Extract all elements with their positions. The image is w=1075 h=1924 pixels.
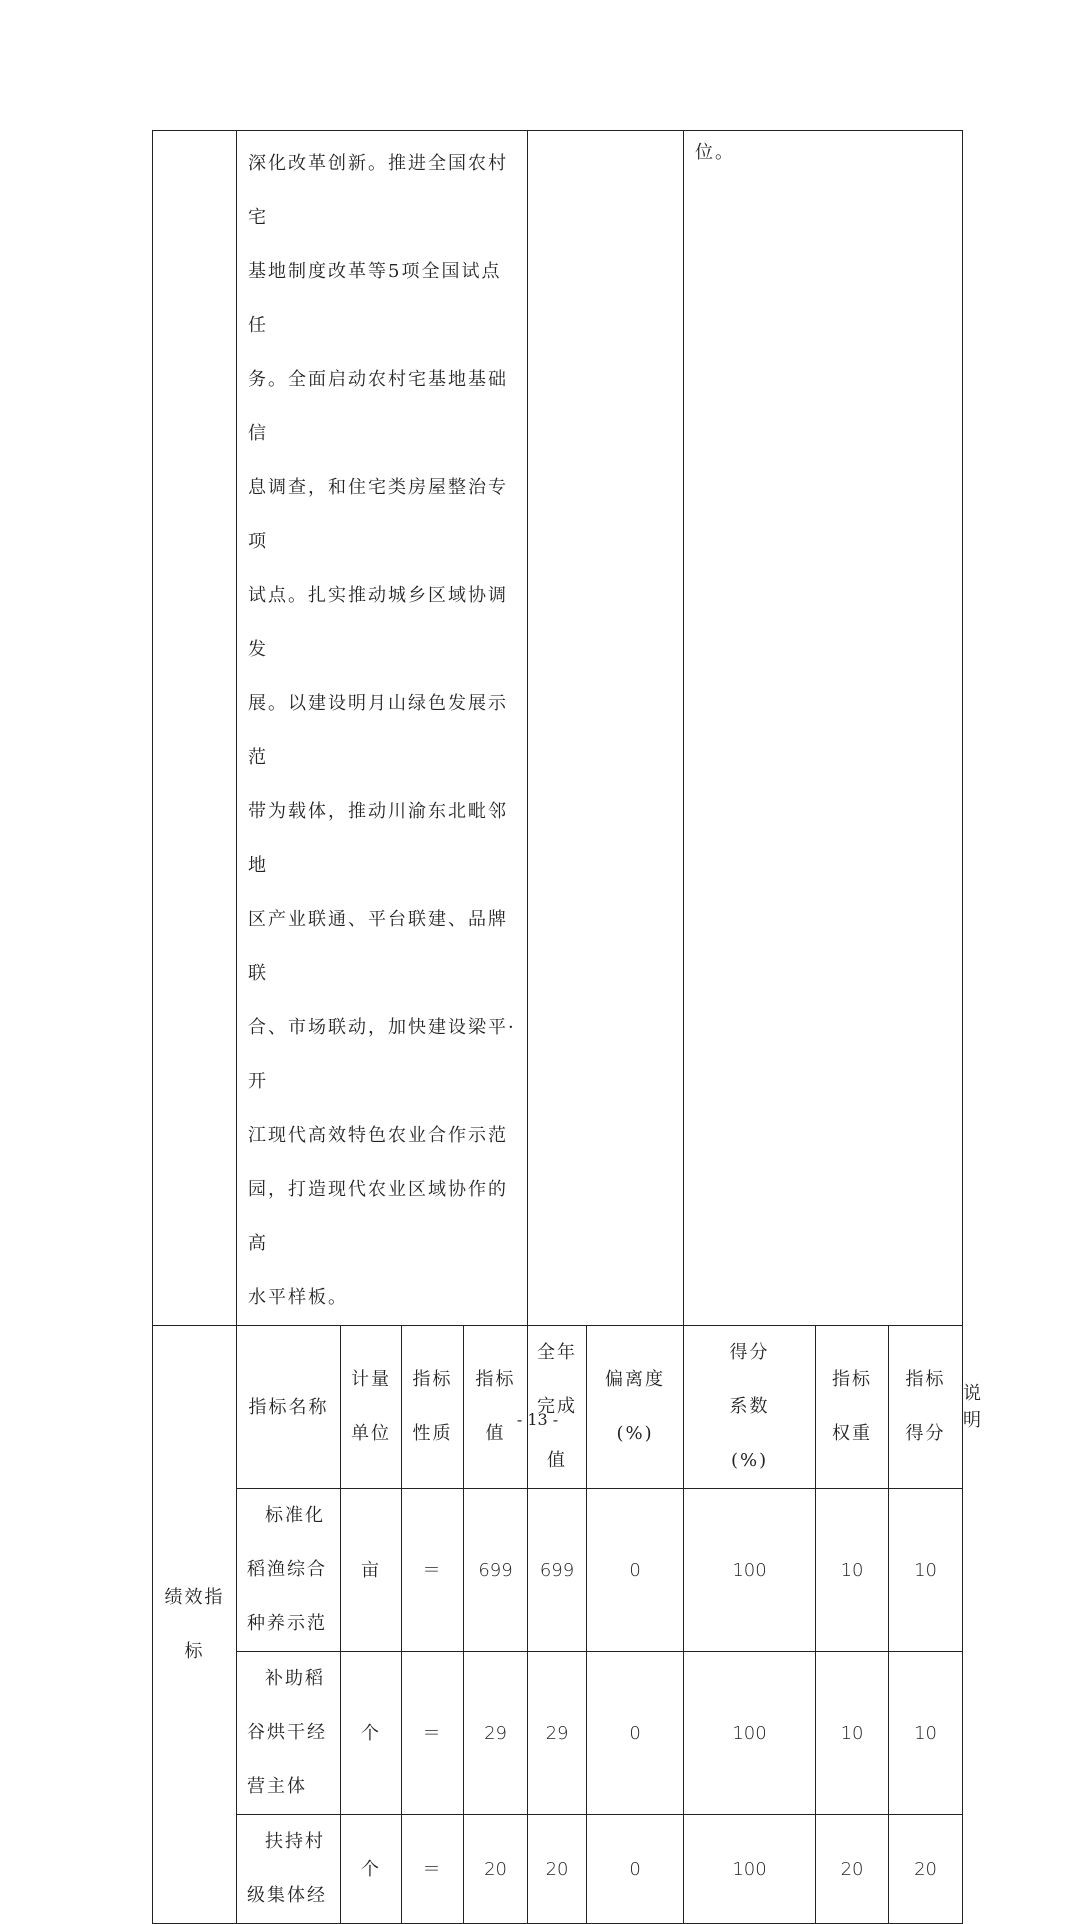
unit-cell: 个 — [341, 1652, 402, 1815]
unit-cell: 个 — [341, 1815, 402, 1924]
performance-table — [152, 130, 984, 1924]
page-number: - 13 - — [516, 1410, 559, 1429]
score-cell: 10 — [889, 1489, 963, 1652]
value-cell: 20 — [464, 1815, 528, 1924]
section-label-cell: 绩效指 标 — [153, 1326, 237, 1924]
right-text-cell: 位。 — [684, 131, 963, 1326]
value-cell: 699 — [464, 1489, 528, 1652]
actual-cell: 29 — [528, 1652, 587, 1815]
description-text: 深化改革创新。推进全国农村宅 基地制度改革等5项全国试点任 务。全面启动农村宅基地基础信 息调查，和住宅类房屋整治专项 试点。扎实推动城乡区域协调发 展。以建设明月山绿色发展示范 带为载体，推动川渝东北毗邻地 区产业联通、平台联建、品牌联 合、市场联动，加快建设梁平·开 江现代高效特色农业合作示范 园，打造现代农业区域协作的高 水平样板。 — [248, 153, 516, 1308]
blank-label-cell — [153, 131, 237, 1326]
header-value: 指标 值 — [464, 1326, 528, 1489]
header-weight: 指标 权重 — [816, 1326, 889, 1489]
deviation-cell: 0 — [587, 1489, 684, 1652]
coefficient-cell: 100 — [684, 1652, 816, 1815]
indicator-name: 扶持村 级集体经 — [237, 1815, 341, 1924]
weight-cell: 20 — [816, 1815, 889, 1924]
header-score: 指标 得分 — [889, 1326, 963, 1489]
header-deviation: 偏离度 (%) — [587, 1326, 684, 1489]
indicator-name: 补助稻 谷烘干经 营主体 — [237, 1652, 341, 1815]
description-row — [153, 131, 963, 1326]
actual-cell: 20 — [528, 1815, 587, 1924]
table-row — [153, 1652, 963, 1815]
score-cell: 10 — [889, 1652, 963, 1815]
weight-cell: 10 — [816, 1652, 889, 1815]
table-row — [153, 1489, 963, 1652]
coefficient-cell: 100 — [684, 1815, 816, 1924]
header-nature: 指标 性质 — [402, 1326, 464, 1489]
header-actual: 全年 完成 值 — [528, 1326, 587, 1489]
indicator-name: 标准化 稻渔综合 种养示范 — [237, 1489, 341, 1652]
actual-cell: 699 — [528, 1489, 587, 1652]
nature-cell: ＝ — [402, 1489, 464, 1652]
header-row: 绩效指 标 指标名称 计量 单位 指标 性质 指标 值 全年 完成 值 偏离度 (%) 得分 系数 (%) 指标 权重 指标 得分 说明 — [153, 1326, 963, 1489]
blank-middle-cell — [528, 131, 684, 1326]
score-cell: 20 — [889, 1815, 963, 1924]
header-name: 指标名称 — [237, 1326, 341, 1489]
nature-cell: ＝ — [402, 1652, 464, 1815]
coefficient-cell: 100 — [684, 1489, 816, 1652]
deviation-cell: 0 — [587, 1815, 684, 1924]
unit-cell: 亩 — [341, 1489, 402, 1652]
description-cell — [237, 131, 528, 1326]
nature-cell: ＝ — [402, 1815, 464, 1924]
deviation-cell: 0 — [587, 1652, 684, 1815]
header-unit: 计量 单位 — [341, 1326, 402, 1489]
weight-cell: 10 — [816, 1489, 889, 1652]
value-cell: 29 — [464, 1652, 528, 1815]
header-coefficient: 得分 系数 (%) — [684, 1326, 816, 1489]
table-row — [153, 1815, 963, 1924]
